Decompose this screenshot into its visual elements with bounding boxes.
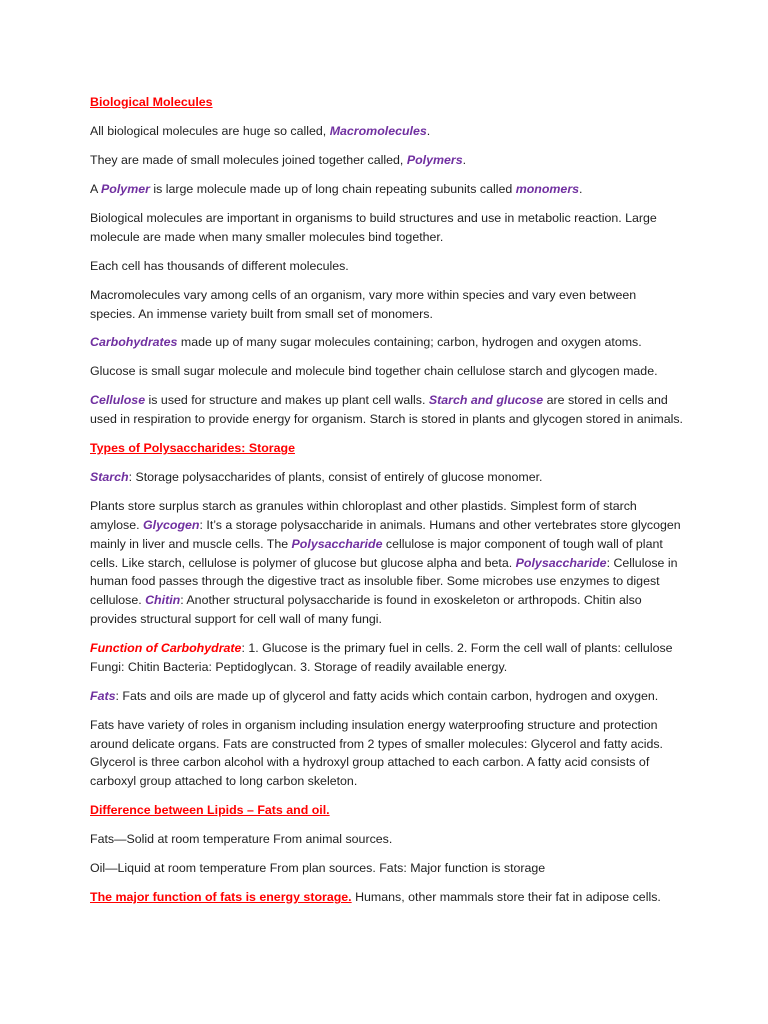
keyword-polymer: Polymer xyxy=(101,181,150,196)
keyword-monomers: monomers xyxy=(515,181,580,196)
text-run: is used for structure and makes up plant cell walls. xyxy=(145,393,429,408)
keyword-polysaccharide: Polysaccharide xyxy=(291,536,383,551)
text-run: Plants store surplus starch as granules within chloroplast and other plastids. Simplest form of starch amylose. xyxy=(90,499,637,532)
text-run: made up of many sugar molecules containing; carbon, hydrogen and oxygen atoms. xyxy=(177,335,642,350)
paragraph-fats-solid: Fats—Solid at room temperature From animal sources. xyxy=(90,832,393,847)
keyword-macromolecules: Macromolecules xyxy=(329,123,427,138)
text-run: are stored in cells and used in respiration to provide energy for organism. Starch is stored in plants and glycogen stored in animals. xyxy=(90,393,684,427)
paragraph-starch xyxy=(90,468,684,487)
text-run: . xyxy=(426,123,431,138)
highlight-fat-storage: The major function of fats is energy storage. xyxy=(90,890,352,905)
text-run: Humans, other mammals store their fat in adipose cells. xyxy=(351,890,661,905)
text-run: . xyxy=(579,181,583,196)
text-run: cellulose is major component of tough wall of plant cells. Like starch, cellulose is polymer of glucose but glucose alpha and beta. xyxy=(90,536,663,570)
paragraph-carbohydrates xyxy=(90,333,684,352)
paragraph-glucose: Glucose is small sugar molecule and molecule bind together chain cellulose starch and glycogen made. xyxy=(90,364,658,379)
keyword-polymers: Polymers xyxy=(406,152,463,167)
heading-text: Difference between Lipids – Fats and oil. xyxy=(90,803,330,818)
paragraph-fats xyxy=(90,687,684,706)
text-run: All biological molecules are huge so called, xyxy=(90,123,330,138)
keyword-cellulose: Cellulose xyxy=(90,393,146,408)
paragraph-variation: Macromolecules vary among cells of an organism, vary more within species and vary even between species. An immense variety built from small set of monomers. xyxy=(90,287,637,321)
paragraph-polymers xyxy=(90,151,684,170)
paragraph-cell-molecules: Each cell has thousands of different molecules. xyxy=(90,258,349,273)
paragraph-cellulose xyxy=(90,391,684,429)
text-run: : Storage polysaccharides of plants, consist of entirely of glucose monomer. xyxy=(128,470,543,485)
title-text: Biological Molecules xyxy=(90,95,213,109)
heading-text: Types of Polysaccharides: Storage xyxy=(90,441,295,456)
text-run: . xyxy=(462,152,467,167)
keyword-starch-glucose: Starch and glucose xyxy=(428,393,544,408)
text-run: : Another structural polysaccharide is found in exoskeleton or arthropods. Chitin also provides structural support for cell wall of many fungi. xyxy=(90,593,642,626)
keyword-glycogen: Glycogen xyxy=(143,518,200,532)
paragraph-storage-polysaccharides xyxy=(90,497,684,629)
paragraph-function-carbohydrate xyxy=(90,639,684,677)
keyword-fats: Fats xyxy=(90,688,116,703)
text-run: : 1. Glucose is the primary fuel in cells. 2. Form the cell wall of plants: cellulose Fungi: Chitin Bacteria: Peptidoglycan. 3. Storage of readily available energy. xyxy=(90,640,673,674)
keyword-chitin: Chitin xyxy=(145,593,181,608)
text-run: : Fats and oils are made up of glycerol and fatty acids which contain carbon, hydrogen and oxygen. xyxy=(115,688,659,703)
text-run: They are made of small molecules joined together called, xyxy=(90,152,407,167)
keyword-function-carbohydrate: Function of Carbohydrate xyxy=(90,640,242,655)
paragraph-fat-storage xyxy=(90,888,684,907)
paragraph-oil-liquid: Oil—Liquid at room temperature From plan sources. Fats: Major function is storage xyxy=(90,861,546,876)
heading-lipids xyxy=(90,801,684,820)
paragraph-importance: Biological molecules are important in organisms to build structures and use in metabolic reaction. Large molecule are made when many smaller molecules bind together. xyxy=(90,210,657,244)
keyword-polysaccharide: Polysaccharide xyxy=(515,555,607,570)
text-run: : Cellulose in human food passes through the digestive tract as insoluble fiber. Some microbes use enzymes to digest cellulose. xyxy=(90,555,678,608)
keyword-starch: Starch xyxy=(90,470,129,485)
heading-polysaccharides xyxy=(90,439,684,458)
text-run: is large molecule made up of long chain repeating subunits called xyxy=(149,181,516,196)
text-run: : It’s a storage polysaccharide in animals. Humans and other vertebrates store glycogen mainly in liver and muscle cells. The xyxy=(90,518,681,551)
keyword-carbohydrates: Carbohydrates xyxy=(90,335,178,350)
paragraph-macromolecules xyxy=(90,122,684,141)
paragraph-polymer-definition xyxy=(90,180,684,199)
paragraph-fat-roles: Fats have variety of roles in organism including insulation energy waterproofing structure and protection around delicate organs. Fats are constructed from 2 types of smaller molecules: Glycerol and fatty acids. Glycerol is three carbon alcohol with a hydroxyl group attached to each carbon. A fatty acid consists of carboxyl group attached to long carbon skeleton. xyxy=(90,717,663,789)
text-run: A xyxy=(90,181,102,196)
document-title xyxy=(90,93,684,112)
